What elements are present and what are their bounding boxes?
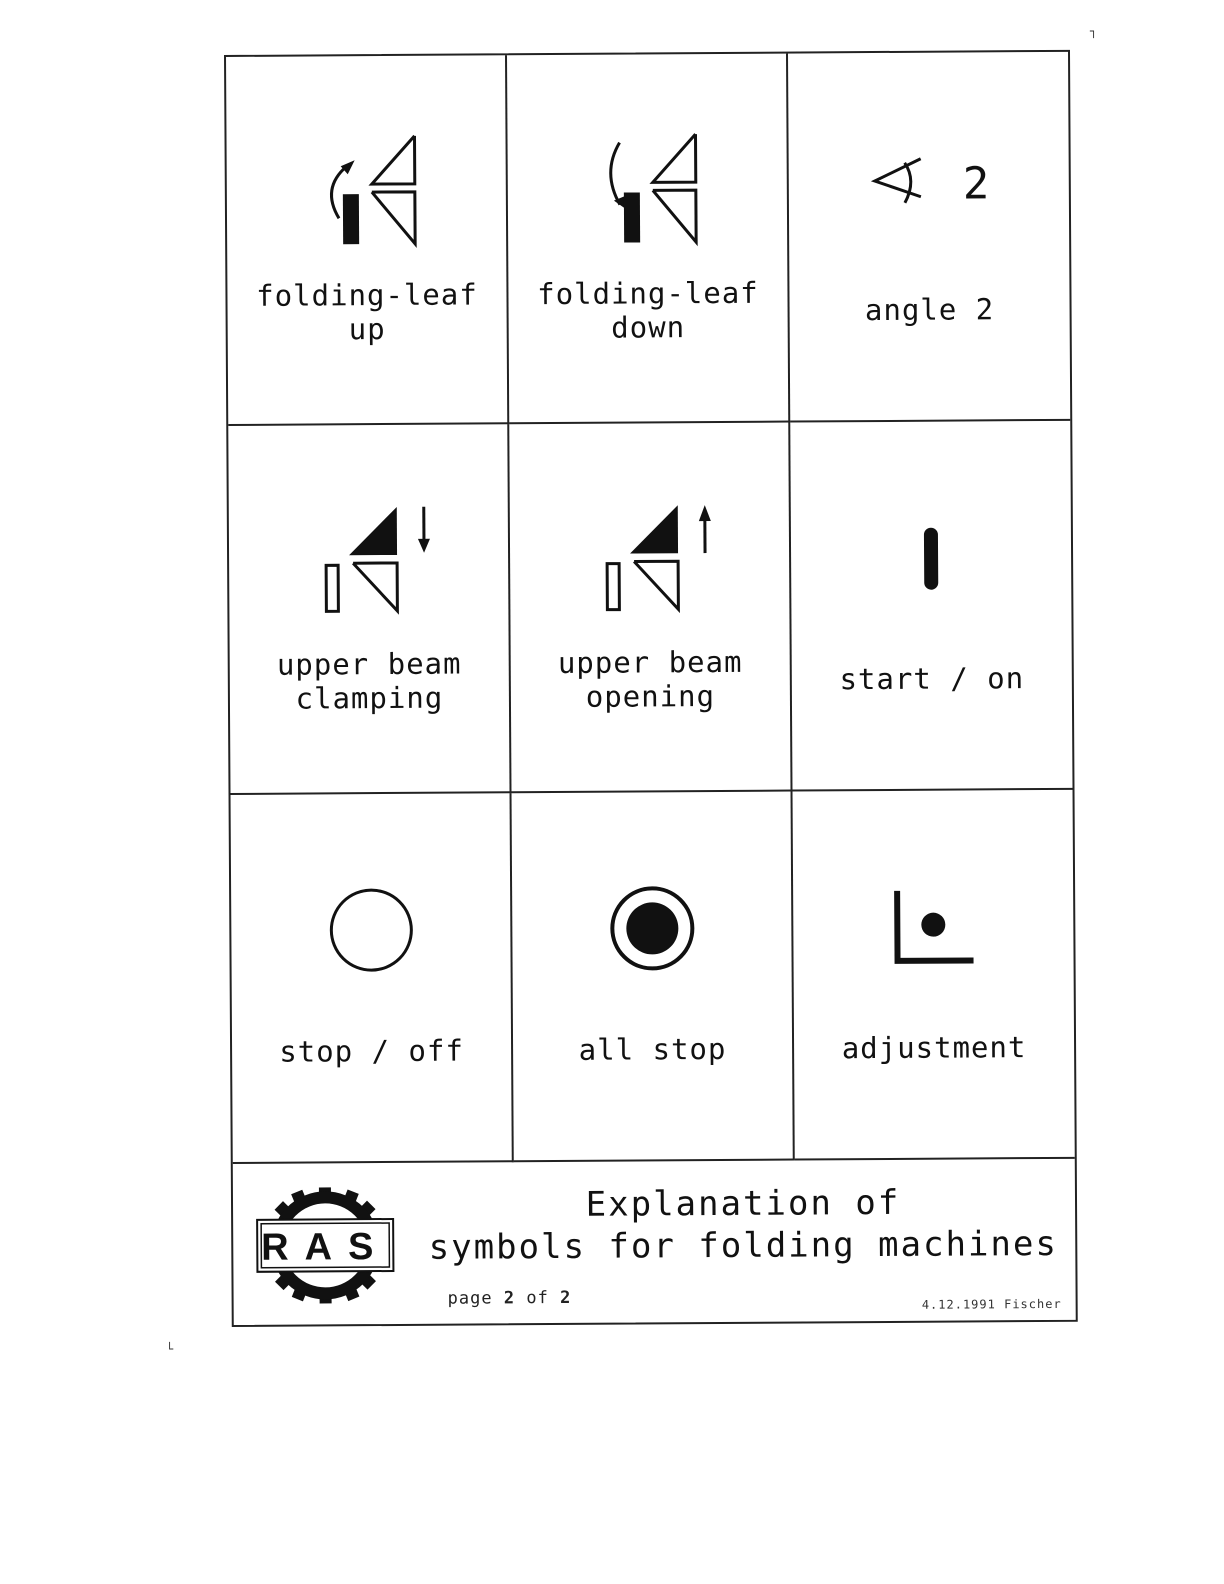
ras-gear-logo xyxy=(255,1185,396,1306)
cell-label: upper beam clamping xyxy=(276,646,462,716)
sheet-title: Explanation of symbols for folding machines xyxy=(428,1182,1058,1268)
cell-adjustment xyxy=(793,790,1075,1161)
cell-start-on xyxy=(790,421,1072,792)
stop-off-icon xyxy=(300,864,441,1005)
cell-angle-2 xyxy=(788,52,1070,423)
adjustment-icon xyxy=(863,860,1004,1001)
cell-folding-leaf-down xyxy=(507,54,790,425)
cell-stop-off xyxy=(231,793,514,1164)
cell-upper-beam-opening xyxy=(509,423,792,794)
all-stop-icon xyxy=(581,862,722,1003)
symbol-sheet xyxy=(224,50,1078,1327)
upper-beam-opening-icon xyxy=(579,493,720,634)
angle-2-icon xyxy=(858,122,999,263)
cell-label: folding-leaf up xyxy=(256,277,478,347)
cell-label: start / on xyxy=(839,661,1025,697)
date-author: 4.12.1991 Fischer xyxy=(921,1296,1062,1312)
title-block xyxy=(233,1159,1076,1325)
folding-leaf-down-icon xyxy=(577,124,718,265)
svg-text:2: 2 xyxy=(962,158,990,210)
cell-label: all stop xyxy=(578,1031,727,1067)
upper-beam-clamping-icon xyxy=(298,495,439,636)
cell-all-stop xyxy=(512,792,795,1163)
corner-mark-top-right: ┐ xyxy=(1090,24,1098,38)
cell-label: adjustment xyxy=(841,1030,1027,1066)
page-info: page 2 of 2 xyxy=(447,1287,572,1309)
cell-label: folding-leaf down xyxy=(537,275,759,345)
cell-label: stop / off xyxy=(279,1033,464,1069)
cell-folding-leaf-up xyxy=(226,55,509,426)
symbol-grid xyxy=(226,52,1075,1164)
cell-label: angle 2 xyxy=(864,292,995,328)
corner-mark-bottom-left: └ xyxy=(166,1342,174,1356)
start-on-icon xyxy=(861,491,1002,632)
folding-leaf-up-icon xyxy=(296,126,437,267)
cell-label: upper beam opening xyxy=(557,644,743,714)
cell-upper-beam-clamping xyxy=(228,424,511,795)
svg-text:RAS: RAS xyxy=(261,1226,390,1269)
